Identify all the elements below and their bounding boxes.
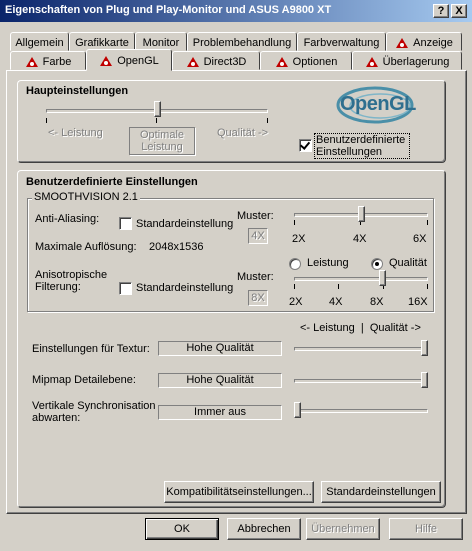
custom-settings-checkbox[interactable]	[299, 139, 312, 152]
tab-optionen[interactable]: Optionen	[260, 51, 352, 70]
aa-slider-thumb[interactable]	[358, 206, 365, 222]
help-button[interactable]: ?	[433, 4, 449, 18]
close-button[interactable]: X	[451, 4, 467, 18]
cancel-button[interactable]: Abbrechen	[227, 518, 301, 540]
texture-value: Hohe Qualität	[158, 341, 282, 356]
aa-label: Anti-Aliasing:	[35, 213, 100, 225]
opengl-logo-text: OpenGL	[340, 93, 416, 115]
ati-icon	[25, 56, 39, 68]
tab-farbverwaltung[interactable]: Farbverwaltung	[297, 32, 386, 51]
compat-settings-button[interactable]: Kompatibilitätseinstellungen...	[164, 481, 314, 503]
radio-leistung[interactable]	[289, 258, 301, 270]
max-res-label: Maximale Auflösung:	[35, 241, 137, 253]
center-label: Optimale Leistung	[129, 127, 195, 155]
aa-pattern: 4X	[248, 228, 268, 244]
vsync-slider[interactable]	[294, 403, 428, 423]
main-settings-heading: Haupteinstellungen	[26, 85, 129, 97]
aniso-slider[interactable]	[294, 271, 428, 291]
aa-slider[interactable]	[294, 207, 428, 227]
aniso-tick-16x: 16X	[408, 296, 428, 308]
radio-qualitaet-label: Qualität	[389, 257, 427, 269]
aniso-pattern: 8X	[248, 290, 268, 306]
aniso-muster-label: Muster:	[237, 271, 274, 283]
vsync-label: Vertikale Synchronisation abwarten:	[32, 400, 156, 424]
aniso-default-label: Standardeinstellung	[136, 282, 234, 294]
right-label: Qualität ->	[217, 127, 269, 139]
tab-direct3d[interactable]: Direct3D	[172, 51, 260, 70]
main-slider[interactable]	[46, 107, 268, 127]
aniso-tick-4x: 4X	[329, 296, 343, 308]
texture-label: Einstellungen für Textur:	[32, 343, 150, 355]
max-res-value: 2048x1536	[149, 241, 204, 253]
aa-muster-label: Muster:	[237, 210, 274, 222]
scale-header: <- Leistung | Qualität ->	[300, 322, 421, 334]
tab-grafikkarte[interactable]: Grafikkarte	[69, 32, 135, 51]
vsync-value: Immer aus	[158, 405, 282, 420]
mipmap-slider[interactable]	[294, 373, 428, 393]
texture-slider-thumb[interactable]	[421, 340, 428, 356]
texture-slider[interactable]	[294, 341, 428, 361]
help-footer-button[interactable]: Hilfe	[389, 518, 463, 540]
aa-tick-2x: 2X	[292, 233, 306, 245]
mipmap-value: Hohe Qualität	[158, 373, 282, 388]
main-slider-thumb[interactable]	[154, 101, 161, 117]
tab-problembehandlung[interactable]: Problembehandlung	[187, 32, 297, 51]
mipmap-label: Mipmap Detailebene:	[32, 374, 136, 386]
tab-ueberlagerung[interactable]: Überlagerung	[352, 51, 462, 70]
opengl-logo	[336, 86, 414, 124]
aniso-tick-8x: 8X	[370, 296, 384, 308]
default-settings-button[interactable]: Standardeinstellungen	[321, 481, 441, 503]
aa-tick-4x: 4X	[353, 233, 367, 245]
aa-default-checkbox[interactable]	[119, 217, 132, 230]
aniso-label: Anisotropische Filterung:	[35, 269, 108, 293]
smoothvision-title: SMOOTHVISION 2.1	[34, 191, 138, 203]
tab-monitor[interactable]: Monitor	[135, 32, 187, 51]
ok-button[interactable]: OK	[145, 518, 219, 540]
aa-default-label: Standardeinstellung	[136, 218, 234, 230]
radio-qualitaet[interactable]	[371, 258, 383, 270]
custom-settings-panel	[17, 170, 446, 508]
left-label: <- Leistung	[48, 127, 103, 139]
title-bar[interactable]	[0, 0, 472, 22]
ati-icon	[365, 56, 379, 68]
aniso-tick-2x: 2X	[289, 296, 303, 308]
ati-icon	[275, 56, 289, 68]
apply-button[interactable]: Übernehmen	[306, 518, 380, 540]
aniso-slider-thumb[interactable]	[379, 270, 386, 286]
tab-farbe[interactable]: Farbe	[10, 51, 86, 70]
tab-anzeige[interactable]: Anzeige	[386, 32, 462, 51]
tab-allgemein[interactable]: Allgemein	[10, 32, 69, 51]
mipmap-slider-thumb[interactable]	[421, 372, 428, 388]
aa-tick-6x: 6X	[413, 233, 427, 245]
vsync-slider-thumb[interactable]	[294, 402, 301, 418]
window-title: Eigenschaften von Plug und Play-Monitor und ASUS A9800 XT	[5, 4, 332, 16]
ati-icon	[99, 55, 113, 67]
custom-settings-label[interactable]: Benutzerdefinierte Einstellungen	[314, 133, 410, 159]
ati-icon	[395, 37, 409, 49]
tab-opengl[interactable]: OpenGL	[86, 49, 172, 71]
custom-settings-heading: Benutzerdefinierte Einstellungen	[26, 176, 198, 188]
radio-leistung-label: Leistung	[307, 257, 349, 269]
main-settings-panel	[17, 80, 446, 163]
ati-icon	[186, 56, 200, 68]
aniso-default-checkbox[interactable]	[119, 282, 132, 295]
